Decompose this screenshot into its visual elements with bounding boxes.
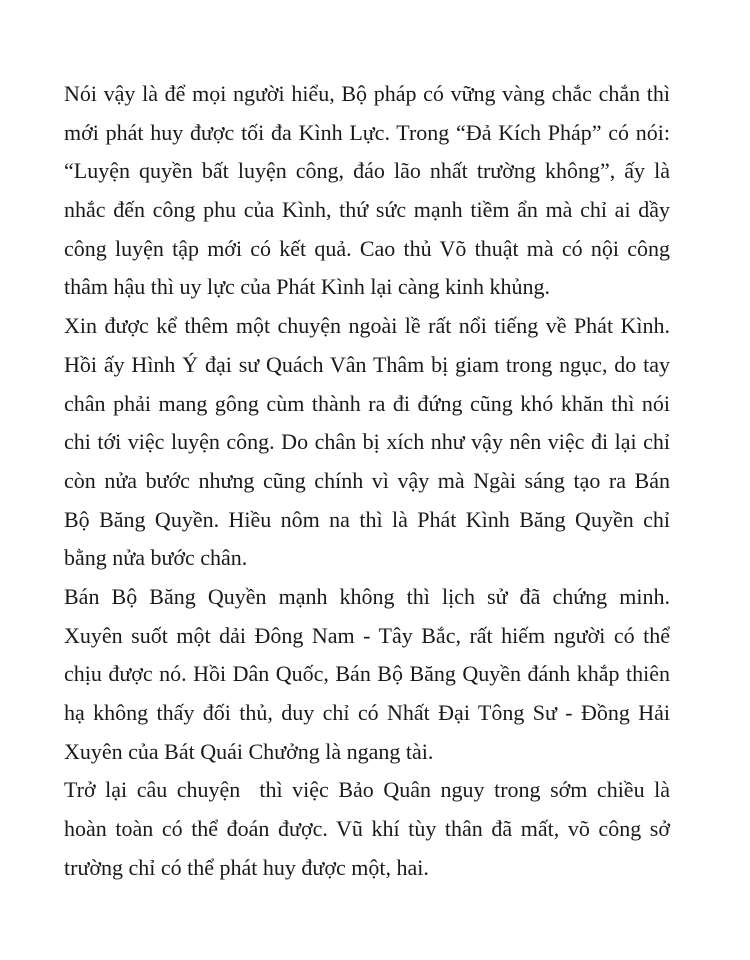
text-line: Bán Bộ Băng Quyền mạnh không thì lịch sử đã chứng minh. (64, 583, 670, 609)
text-line: chi tới việc luyện công. Do chân bị xích như vậy nên việc đi lại chỉ (64, 429, 670, 455)
text-line: hạ không thấy đối thủ, duy chỉ có Nhất Đại Tông Sư - Đồng Hải (64, 700, 670, 725)
text-line: hoàn toàn có thể đoán được. Vũ khí tùy thân đã mất, võ công sở (64, 816, 670, 842)
text-line: trường chỉ có thể phát huy được một, hai. (64, 854, 429, 880)
text-line: Nói vậy là để mọi người hiểu, Bộ pháp có vững vàng chắc chắn thì (64, 81, 670, 106)
paragraph (64, 307, 670, 578)
paragraph (64, 75, 670, 307)
text-block (64, 75, 670, 887)
text-line: Hồi ấy Hình Ý đại sư Quách Vân Thâm bị giam trong ngục, do tay (64, 351, 670, 377)
text-line: chân phải mang gông cùm thành ra đi đứng cũng khó khăn thì nói (64, 390, 670, 416)
paragraph (64, 578, 670, 771)
text-line: Xin được kể thêm một chuyện ngoài lề rất nổi tiếng về Phát Kình. (64, 313, 670, 339)
text-line: Xuyên của Bát Quái Chưởng là ngang tài. (64, 738, 434, 764)
text-line: nhắc đến công phu của Kình, thứ sức mạnh tiềm ẩn mà chỉ ai dầy (64, 197, 670, 223)
text-line: thâm hậu thì uy lực của Phát Kình lại càng kinh khủng. (64, 274, 551, 300)
paragraph (64, 771, 670, 887)
text-line: Bộ Băng Quyền. Hiều nôm na thì là Phát Kình Băng Quyền chỉ (64, 506, 670, 532)
text-line: mới phát huy được tối đa Kình Lực. Trong “Đả Kích Pháp” có nói: (64, 119, 670, 145)
text-line: “Luyện quyền bất luyện công, đáo lão nhất trường không”, ấy là (64, 158, 670, 184)
text-line: Xuyên suốt một dải Đông Nam - Tây Bắc, rất hiếm người có thể (64, 622, 670, 648)
text-line: chịu được nó. Hồi Dân Quốc, Bán Bộ Băng Quyền đánh khắp thiên (64, 661, 670, 687)
text-line: công luyện tập mới có kết quả. Cao thủ Võ thuật mà có nội công (64, 235, 670, 261)
text-line: còn nửa bước nhưng cũng chính vì vậy mà Ngài sáng tạo ra Bán (64, 467, 670, 493)
text-line: Trở lại câu chuyện thì việc Bảo Quân nguy trong sớm chiều là (64, 777, 670, 803)
text-line: bằng nửa bước chân. (64, 545, 248, 571)
